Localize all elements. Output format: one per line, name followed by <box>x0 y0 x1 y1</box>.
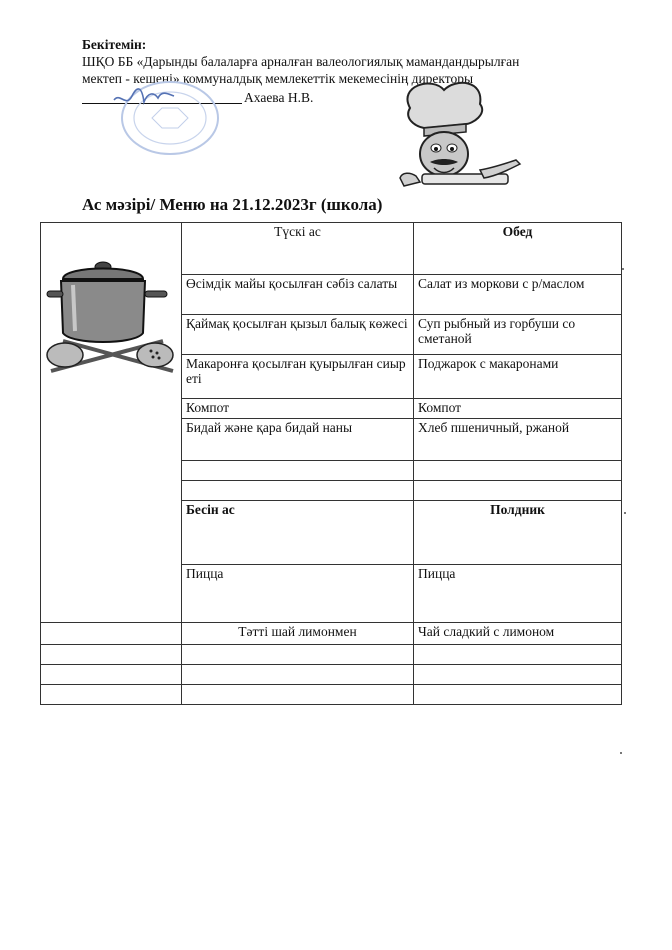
empty-row <box>41 645 622 665</box>
empty-cell <box>182 685 414 705</box>
empty-cell <box>414 461 622 481</box>
empty-cell <box>41 685 182 705</box>
approval-line-1: ШҚО ББ «Дарынды балаларға арналған валеологиялық мамандандырылған <box>82 54 520 69</box>
approval-heading: Бекітемін: <box>82 37 147 52</box>
lunch-item-ru: Салат из моркови с р/маслом <box>414 275 622 315</box>
empty-cell <box>414 665 622 685</box>
scan-dot <box>620 752 622 754</box>
empty-cell <box>182 665 414 685</box>
empty-cell <box>182 645 414 665</box>
empty-row <box>41 665 622 685</box>
menu-title: Ас мәзірі/ Меню на 21.12.2023г (школа) <box>82 195 383 214</box>
chef-illustration-icon <box>380 78 530 196</box>
official-stamp-icon <box>108 78 226 158</box>
lunch-item-ru: Поджарок с макаронами <box>414 355 622 399</box>
approval-line-2: мектеп - кешені» коммуналдық мемлекеттік мекемесінің директоры <box>82 71 474 86</box>
snack-header-ru: Полдник <box>414 501 622 565</box>
empty-cell <box>414 481 622 501</box>
lunch-item-kz: Бидай және қара бидай наны <box>182 419 414 461</box>
lunch-header-row <box>41 223 622 275</box>
lunch-item-ru: Хлеб пшеничный, ржаной <box>414 419 622 461</box>
lunch-item-kz: Макаронға қосылған қуырылған сиыр еті <box>182 355 414 399</box>
empty-cell <box>414 645 622 665</box>
empty-cell <box>41 623 182 645</box>
lunch-item-ru: Компот <box>414 399 622 419</box>
lunch-item-kz: Компот <box>182 399 414 419</box>
empty-cell <box>182 481 414 501</box>
image-cell <box>41 223 182 623</box>
lunch-header-ru: Обед <box>414 223 622 275</box>
cooking-pot-icon <box>43 245 183 375</box>
lunch-item-kz: Қаймақ қосылған қызыл балық көжесі <box>182 315 414 355</box>
empty-cell <box>414 685 622 705</box>
scan-dot <box>624 512 626 514</box>
lunch-header-kz: Түскі ас <box>182 223 414 275</box>
empty-row <box>41 685 622 705</box>
snack-header-kz: Бесін ас <box>182 501 414 565</box>
lunch-item-kz: Өсімдік майы қосылған сәбіз салаты <box>182 275 414 315</box>
snack-item-ru: Пицца <box>414 565 622 623</box>
menu-table <box>40 222 622 705</box>
empty-cell <box>182 461 414 481</box>
director-name: Ахаева Н.В. <box>244 90 314 105</box>
scan-dot <box>622 268 624 270</box>
snack-item-kz: Пицца <box>182 565 414 623</box>
empty-cell <box>41 645 182 665</box>
snack-item-ru: Чай сладкий с лимоном <box>414 623 622 645</box>
empty-cell <box>41 665 182 685</box>
snack-item-kz: Тәтті шай лимонмен <box>182 623 414 645</box>
snack-row <box>41 623 622 645</box>
lunch-item-ru: Суп рыбный из горбуши со сметаной <box>414 315 622 355</box>
